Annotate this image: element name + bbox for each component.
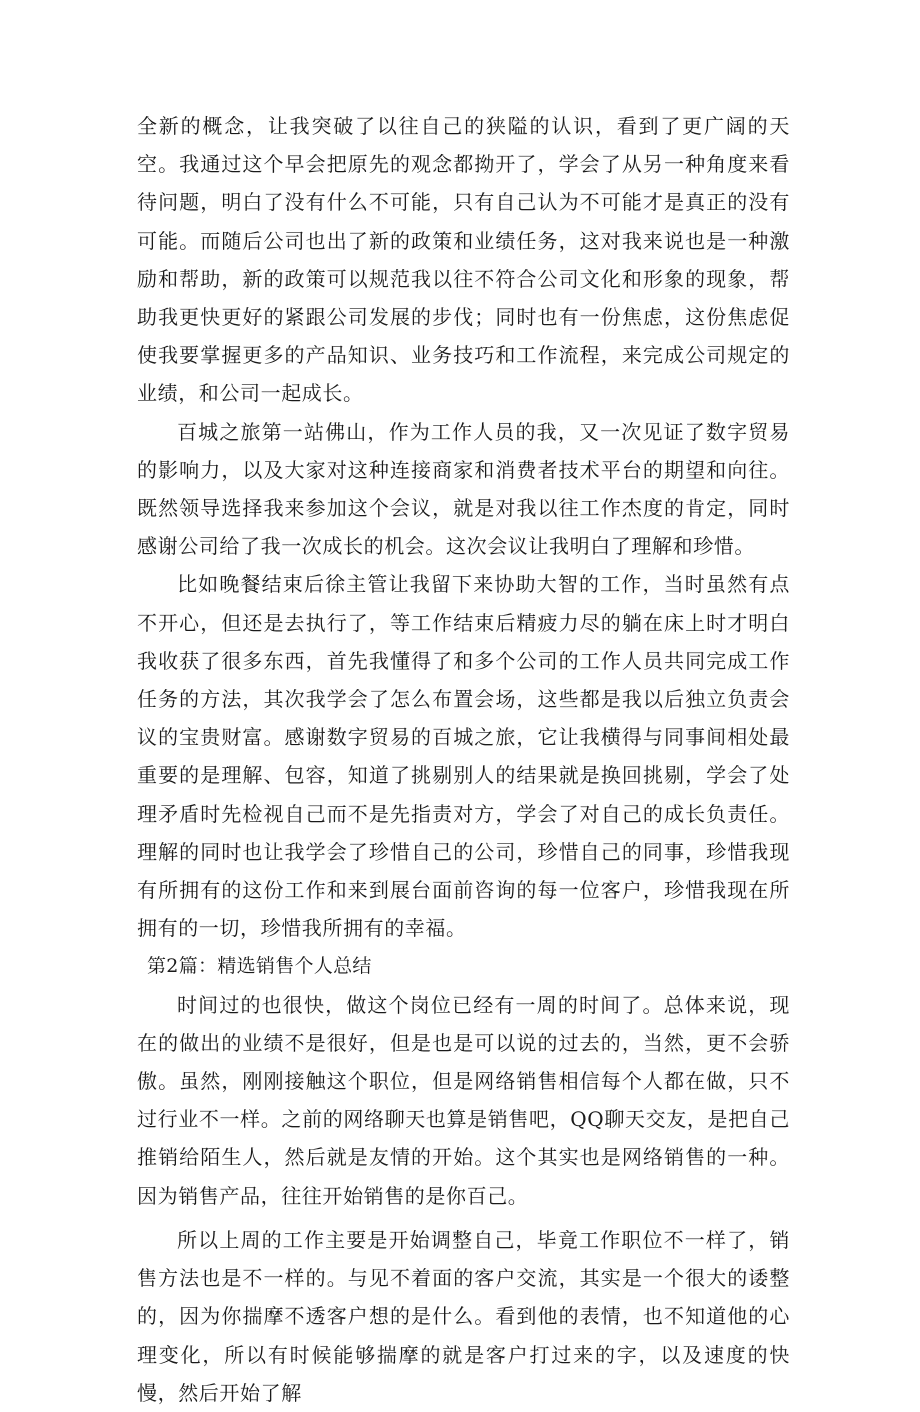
section-heading: 第2篇：精选销售个人总结 — [147, 955, 372, 978]
paragraph-dinner: 比如晚餐结束后徐主管让我留下来协助大智的工作，当时虽然有点不开心，但还是去执行了，等工作结束后精疲力尽的躺在床上时才明白我收获了很多东西，首先我懂得了和多个公司的工作人员共同完成工作任务的方法，其次我学会了怎么布置会场，这些都是我以后独立负责会议的宝贵财富。感谢数字贸易的百城之旅，它让我横得与同事间相处最重要的是理解、包容，知道了挑剔别人的结果就是换回挑剔，学会了处理矛盾时先检视自己而不是先指责对方，学会了对自己的成长负责任。理解的同时也让我学会了珍惜自己的公司，珍惜自己的同事，珍惜我现有所拥有的这份工作和来到展台面前咨询的每一位客户，珍惜我现在所拥有的一切，珍惜我所拥有的幸福。 — [137, 572, 790, 941]
paragraph-foshan: 百城之旅第一站佛山，作为工作人员的我，又一次见证了数字贸易的影响力，以及大家对这种连接商家和消费者技术平台的期望和向往。既然领导选择我来参加这个会议，就是对我以往工作杰度的肯定，同时感谢公司给了我一次成长的机会。这次会议让我明白了理解和珍惜。 — [137, 419, 790, 559]
paragraph-continued: 全新的概念，让我突破了以往自己的狭隘的认识，看到了更广阔的天空。我通过这个早会把原先的观念都拗开了，学会了从另一种角度来看待问题，明白了没有什么不可能，只有自己认为不可能才是真正的没有可能。而随后公司也出了新的政策和业绩任务，这对我来说也是一种激励和帮助，新的政策可以规范我以往不符合公司文化和形象的现象，帮助我更快更好的紧跟公司发展的步伐；同时也有一份焦虑，这份焦虑促使我要掌握更多的产品知识、业务技巧和工作流程，来完成公司规定的业绩，和公司一起成长。 — [137, 114, 790, 406]
document-body — [137, 107, 790, 1412]
paragraph-one-week: 时间过的也很快，做这个岗位已经有一周的时间了。总体来说，现在的做出的业绩不是很好，但是也是可以说的过去的，当然，更不会骄傲。虽然，刚刚接触这个职位，但是网络销售相信每个人都在做，只不过行业不一样。之前的网络聊天也算是销售吧，QQ聊天交友，是把自己推销给陌生人，然后就是友情的开始。这个其实也是网络销售的一种。因为销售产品，往往开始销售的是你百己。 — [137, 992, 790, 1208]
paragraph-last-week: 所以上周的工作主要是开始调整自己，毕竟工作职位不一样了，销售方法也是不一样的。与见不着面的客户交流，其实是一个很大的诿整的，因为你揣摩不透客户想的是什么。看到他的表情，也不知道他的心理变化，所以有时候能够揣摩的就是客户打过来的字，以及速度的快慢，然后开始了解 — [137, 1227, 790, 1405]
